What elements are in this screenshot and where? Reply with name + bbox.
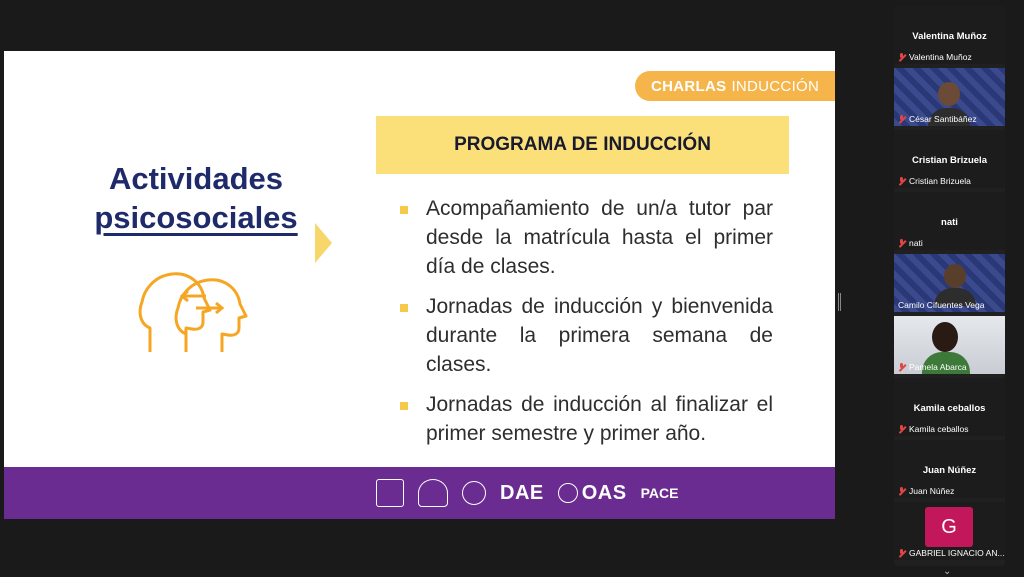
mic-muted-icon — [898, 115, 905, 123]
person-head — [932, 322, 958, 352]
government-logo — [376, 479, 404, 507]
formacion-integral-logo — [462, 481, 486, 505]
pace-logo-text: PACE — [640, 484, 679, 501]
participant-name-center: nati — [941, 217, 958, 228]
program-banner: PROGRAMA DE INDUCCIÓN — [376, 116, 789, 174]
participant-label — [898, 114, 977, 124]
university-logo — [418, 479, 448, 507]
bullet-text: Jornadas de inducción al finalizar el primer semestre y primer año. — [426, 393, 773, 445]
participant-name: Kamila ceballos — [909, 424, 969, 434]
participants-panel[interactable] — [894, 6, 1005, 566]
participant-label — [898, 176, 971, 186]
participant-tile[interactable] — [894, 440, 1005, 498]
participant-name: César Santibáñez — [909, 114, 977, 124]
slide-title-line1: Actividades — [108, 161, 283, 196]
participant-name: nati — [909, 238, 923, 248]
mic-muted-icon — [898, 425, 905, 433]
split-resize-handle[interactable] — [838, 293, 841, 311]
participant-tile[interactable] — [894, 130, 1005, 188]
participant-tile-active[interactable] — [894, 254, 1005, 312]
slide-title — [66, 159, 326, 237]
mic-muted-icon — [898, 239, 905, 247]
participant-name-center: Cristian Brizuela — [912, 155, 987, 166]
bullet-square-icon — [400, 206, 408, 214]
participant-label — [898, 486, 954, 496]
avatar: G — [925, 507, 973, 547]
participant-name-center: Kamila ceballos — [913, 403, 986, 414]
slide-tag — [635, 71, 835, 101]
participant-name: Cristian Brizuela — [909, 176, 971, 186]
participant-name-center: Juan Núñez — [922, 465, 977, 476]
participant-tile[interactable] — [894, 378, 1005, 436]
participant-tile[interactable] — [894, 192, 1005, 250]
shared-slide — [4, 51, 835, 519]
bullet-square-icon — [400, 304, 408, 312]
mic-muted-icon — [898, 549, 905, 557]
participant-tile[interactable] — [894, 68, 1005, 126]
participant-label — [898, 300, 984, 310]
person-head — [938, 82, 960, 106]
slide-tag-regular: INDUCCIÓN — [731, 77, 820, 95]
bullet-square-icon — [400, 402, 408, 410]
participant-tile[interactable] — [894, 6, 1005, 64]
heads-exchange-icon — [136, 256, 248, 356]
mic-muted-icon — [898, 53, 905, 61]
participant-name: GABRIEL IGNACIO AN... — [909, 548, 1005, 558]
list-item — [398, 194, 773, 281]
slide-tag-bold: CHARLAS — [651, 77, 727, 95]
participant-name-center: Valentina Muñoz — [912, 31, 987, 42]
participant-name: Juan Núñez — [909, 486, 955, 496]
participant-label — [898, 362, 967, 372]
slide-title-line2: psicosociales — [94, 200, 298, 235]
slide-footer — [4, 467, 835, 519]
oas-logo — [558, 482, 627, 505]
bullet-list — [398, 194, 773, 459]
participant-tile[interactable] — [894, 502, 1005, 560]
bullet-text: Acompañamiento de un/a tutor par desde la matrícula hasta el primer día de clases. — [426, 197, 773, 278]
oas-logo-text: OAS — [581, 481, 627, 504]
participant-name: Camilo Cifuentes Vega — [898, 300, 985, 310]
pace-logo — [640, 484, 679, 501]
scroll-down-icon[interactable]: ⌄ — [943, 566, 952, 577]
mic-muted-icon — [898, 363, 905, 371]
participant-name: Pamela Abarca — [909, 362, 967, 372]
participant-name: Valentina Muñoz — [909, 52, 972, 62]
list-item — [398, 390, 773, 448]
list-item — [398, 292, 773, 379]
participant-label — [898, 548, 1005, 558]
participant-label — [898, 238, 923, 248]
dae-logo — [500, 482, 544, 505]
bullet-text: Jornadas de inducción y bienvenida durante la primera semana de clases. — [426, 295, 773, 376]
mic-muted-icon — [898, 177, 905, 185]
arrow-marker-icon — [315, 223, 332, 263]
participant-label — [898, 424, 969, 434]
person-head — [944, 264, 966, 288]
mic-muted-icon — [898, 487, 905, 495]
dae-logo-text: DAE — [500, 481, 544, 504]
participant-tile[interactable] — [894, 316, 1005, 374]
participant-label — [898, 52, 972, 62]
